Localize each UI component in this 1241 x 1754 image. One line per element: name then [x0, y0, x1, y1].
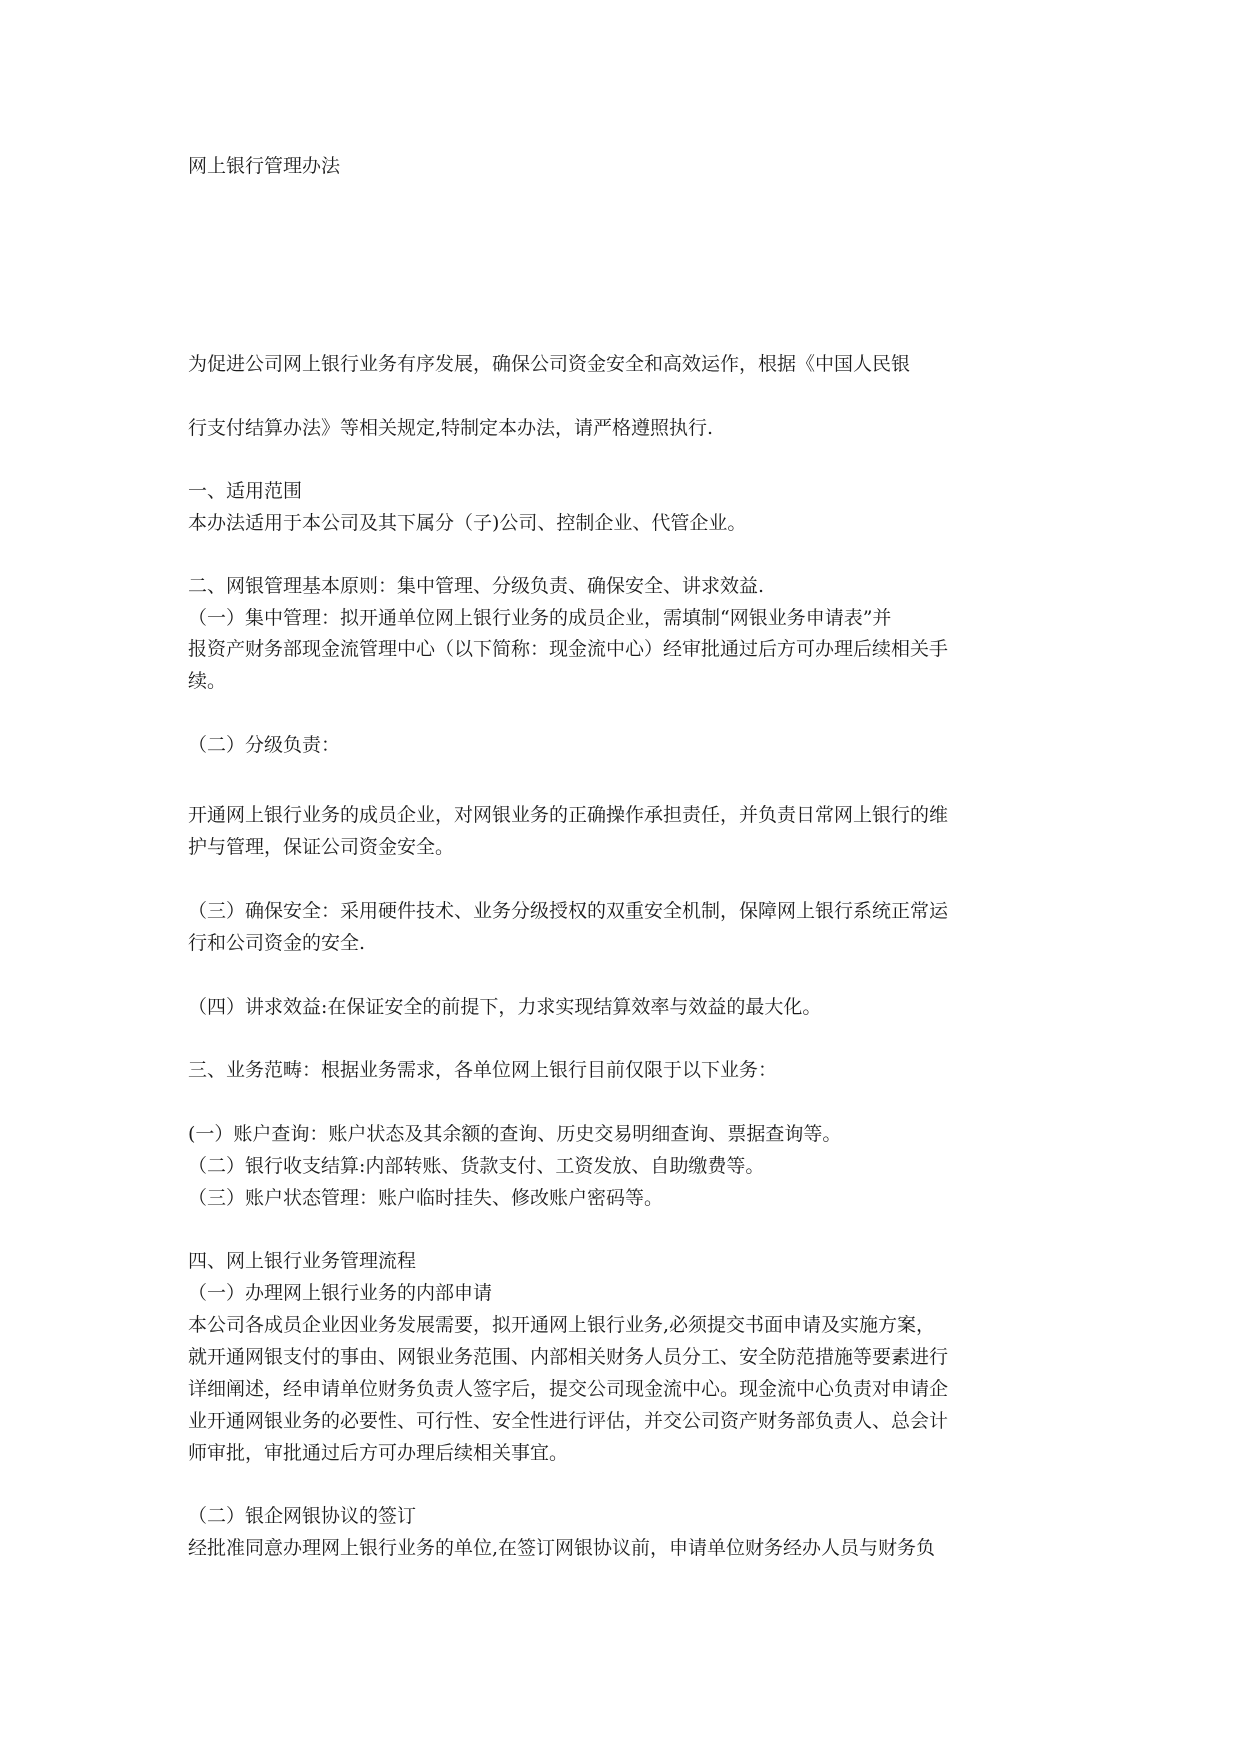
paragraph-line: 就开通网银支付的事由、网银业务范围、内部相关财务人员分工、安全防范措施等要素进行 [188, 1346, 949, 1368]
subsection-heading: （二）分级负责： [188, 734, 341, 756]
section-heading: 二、网银管理基本原则：集中管理、分级负责、确保安全、讲求效益. [188, 575, 765, 597]
paragraph-line: 报资产财务部现金流管理中心（以下简称：现金流中心）经审批通过后方可办理后续相关手 [188, 638, 949, 660]
paragraph-line: （三）确保安全：采用硬件技术、业务分级授权的双重安全机制，保障网上银行系统正常运 [188, 900, 949, 922]
paragraph-line: （四）讲求效益:在保证安全的前提下，力求实现结算效率与效益的最大化。 [188, 996, 822, 1018]
section-heading: 四、网上银行业务管理流程 [188, 1250, 417, 1272]
paragraph-line: 行和公司资金的安全. [188, 932, 366, 954]
paragraph-line: （三）账户状态管理：账户临时挂失、修改账户密码等。 [188, 1187, 664, 1209]
subsection-heading: （二）银企网银协议的签订 [188, 1505, 417, 1527]
paragraph-line: 本公司各成员企业因业务发展需要，拟开通网上银行业务,必须提交书面申请及实施方案， [188, 1314, 936, 1336]
paragraph-line: 师审批，审批通过后方可办理后续相关事宜。 [188, 1442, 569, 1464]
paragraph-line: 业开通网银业务的必要性、可行性、安全性进行评估，并交公司资产财务部负责人、总会计 [188, 1410, 949, 1432]
paragraph-line: (一）账户查询：账户状态及其余额的查询、历史交易明细查询、票据查询等。 [188, 1123, 842, 1145]
paragraph-line: 详细阐述，经申请单位财务负责人签字后，提交公司现金流中心。现金流中心负责对申请企 [188, 1378, 949, 1400]
paragraph-line: 护与管理，保证公司资金安全。 [188, 836, 455, 858]
paragraph-line: 开通网上银行业务的成员企业，对网银业务的正确操作承担责任，并负责日常网上银行的维 [188, 804, 949, 826]
document-title: 网上银行管理办法 [188, 155, 341, 177]
paragraph-line: 本办法适用于本公司及其下属分（子)公司、控制企业、代管企业。 [188, 512, 747, 534]
paragraph-line: 为促进公司网上银行业务有序发展，确保公司资金安全和高效运作，根据《中国人民银 [188, 353, 911, 375]
paragraph-line: 行支付结算办法》等相关规定,特制定本办法，请严格遵照执行. [188, 417, 714, 439]
section-heading: 三、业务范畴：根据业务需求，各单位网上银行目前仅限于以下业务： [188, 1059, 778, 1081]
paragraph-line: （一）集中管理：拟开通单位网上银行业务的成员企业，需填制“网银业务申请表”并 [188, 607, 892, 629]
section-heading: 一、适用范围 [188, 480, 303, 502]
subsection-heading: （一）办理网上银行业务的内部申请 [188, 1282, 493, 1304]
paragraph-line: 经批准同意办理网上银行业务的单位,在签订网银协议前，申请单位财务经办人员与财务负 [188, 1537, 936, 1559]
paragraph-line: （二）银行收支结算:内部转账、货款支付、工资发放、自助缴费等。 [188, 1155, 765, 1177]
paragraph-line: 续。 [188, 670, 227, 692]
